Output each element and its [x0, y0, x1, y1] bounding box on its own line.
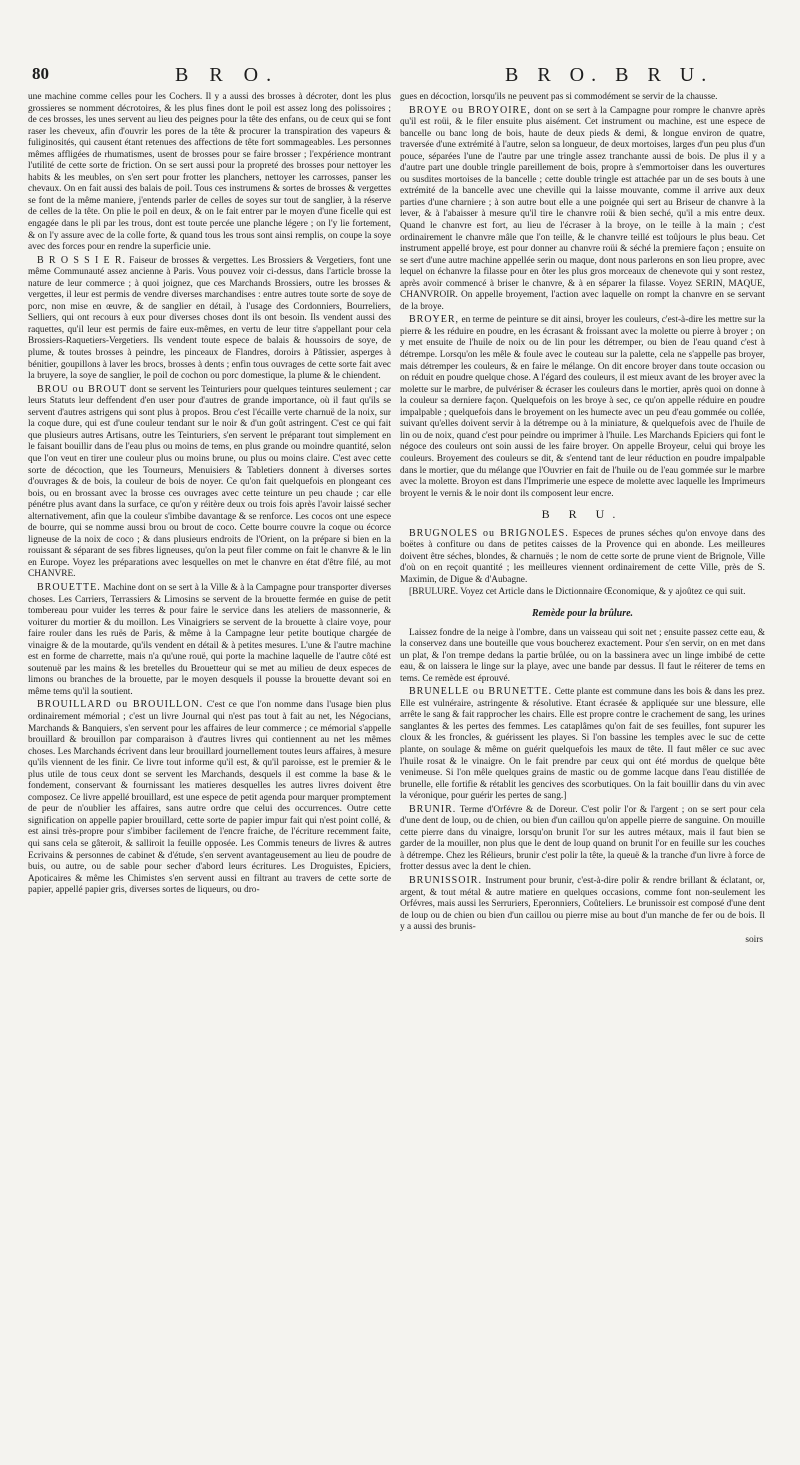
left-column — [28, 92, 391, 898]
right-column — [400, 92, 765, 946]
entry-text: Instrument pour brunir, c'est-à-dire polir & rendre brillant & éclatant, or, argent, & tout métal & autre matiere en quelques occasions, comme font non-seulement les Orfévres, mais aussi les Serruriers, Eperonniers, Coûteliers. Le brunissoir est composé d'une dent de loup ou de chien ou bien d'un caillou ou pierre mise au bout d'un manche de fer ou de bois. Il y a aussi des brunis- — [400, 876, 765, 933]
catchword: soirs — [745, 934, 763, 945]
entry-brunelle — [400, 686, 765, 802]
entry-text: dont on se sert à la Campagne pour rompre le chanvre après qu'il est roüi, & le filer ensuite plus aisément. Cet instrument ou machine, est une espece de bancelle ou banc long de bois, haute de deux pieds & demi, & longue environ de quatre, traversée d'une extrémité à l'autre, selon sa longueur, de deux mortoises, larges d'un peu plus d'un pouce, séparées l'une de l'autre par une tringle assez tranchante aussi de bois. De plus il y a d'autre part une double tringle pareillement de bois, propre à s'emmortoiser dans les ouvertures ou susdites mortoises de la bancelle ; cette double tringle est attachée par un de ses bouts à une extrémité de la bancelle avec une cheville qui la laisse mouvante, comme il arrive aux deux parties d'une charniere ; à son autre bout elle a une poignée qui sert au Briseur de chanvre à la lever, & à l'abaisser à mesure qu'il tire le chanvre roüi & bien seché, qu'il a mis entre deux. Quand le chanvre est fort, au lieu de l'écraser à la broye, on le teille à la main ; c'est ordinairement le chanvre mâle que l'on teille, & le chanvre teillé est toûjours le plus beau. Cet instrument appellé broye, est pour donner au chanvre roüi & séché la premiere façon ; ensuite on se sert d'une autre machine appellée serin ou maque, dont nous parlerons en son lieu propre, avec lequel on échanvre la filasse pour en ôter les plus gros morceaux de chenevote qui y sont restez, après avoir commencé à briser le chanvre, & à en séparer la filasse. Voyez SERIN, MAQUE, CHANVROIR. On appelle broyement, l'action avec laquelle on rompt la chanvre en se servant de la broye. — [400, 105, 765, 312]
entry-brunissoir — [400, 875, 765, 934]
headword: B R O S S I E R. — [37, 254, 127, 266]
entry-text: Cette plante est commune dans les bois & dans les prez. Elle est vulnéraire, astringente & résolutive. Etant écrasée & appliquée sur une blessure, elle arrête le sang & fait rapprocher les chairs. Elle est propre contre le crachement de sang, les urines sanglantes & les pertes des femmes. Les cataplâmes qu'on fait de ses feuilles, font supurer les cloux & les froncles, & guérissent les playes. Si l'on bassine les temples avec le suc de cette plante, on soulage & même on guérit quelquefois les maux de tête. Il faut mêler ce suc avec l'huile rosat & le vinaigre. On le fait prendre par ceux qui ont été mordus de quelque bête venimeuse. Si l'on mêle quelques grains de mastic ou de gomme lacque dans l'eau distillée de brunelle, elle fortifie & rétablit les gencives des scorbutiques. On la fait bouillir dans du vin avec la véronique, pour guérir les pertes de sang.] — [400, 687, 765, 802]
entry-text: en terme de peinture se dit ainsi, broyer les couleurs, c'est-à-dire les mettre sur la pierre & les réduire en poudre, en les écrasant & froissant avec la molette ou pierre à broyer ; on y met ensuite de l'huile de noix ou de lin pour les détremper, ou bien de l'eau quand c'est à détrempe. Lorsqu'on les mêle & foule avec le couteau sur la palette, cela ne s'appelle pas broyer, mais détremper les couleurs, & en faire le mélange. On dit encore broyer dans toute occasion ou on réduit en poudre quelque chose. A l'égard des couleurs, il est mieux avant de les broyer avec la molette sur le marbre, de pulvériser & écraser les couleurs dans le mortier, après quoi on donne à la couleur sa derniere façon. Quelquefois on les broye à sec, ce qu'on appelle réduire en poudre impalpable ; quelquefois dans le broyement on les humecte avec un peu d'eau gommée ou collée, suivant qu'elles doivent servir à la détrempe ou à la miniature, & quelquefois avec de l'huile de lin ou de noix, quand c'est pour peindre ou imprimer à l'huile. Les Marchands Epiciers qui font le négoce des couleurs ont soin aussi de les faire broyer. On appelle Broyeur, celui qui broye les couleurs. Broyement des couleurs se dit, & s'entend tant de leur réduction en poudre impalpable dans le mortier, que du mélange que l'Ouvrier en fait de l'huile ou de l'eau gommée sur le marbre avec la molette. Broyon est dans l'Imprimerie une espece de molette avec laquelle les Imprimeurs broyent le vernis & le noir dont ils composent leur encre. — [400, 315, 765, 499]
entry-brouillard — [28, 699, 391, 896]
headword: BROU ou BROUT — [37, 383, 128, 395]
page-header — [0, 64, 800, 86]
headword: BRUGNOLES ou BRIGNOLES. — [409, 527, 569, 539]
entry-brulure: [BRULURE. Voyez cet Article dans le Dictionnaire Œconomique, & y ajoûtez ce qui suit. — [409, 587, 746, 598]
entry-brugnoles — [400, 528, 765, 587]
entry-text: Terme d'Orfévre & de Doreur. C'est polir l'or & l'argent ; on se sert pour cela d'une dent de loup, ou de chien, ou bien d'un caillou qu'on appelle pierre de sanguine. On mouille cette pierre dans du vinaigre, lorsqu'on brunit l'or sur les autres métaux, mais il faut bien se garder de la mouiller, non plus que le dent de loup quand on brunit l'or en feuille sur les couches à détrempe. Chez les Rélieurs, brunir c'est polir la tête, la queuë & la tranche d'un livre à force de frotter dessus avec la dent le chien. — [400, 804, 766, 873]
headword: BRUNISSOIR. — [409, 875, 482, 886]
entry-brosse-continued: une machine comme celles pour les Cochers. Il y a aussi des brosses à décroter, dont les plus grossieres se nomment décrotoires, & les plus fines dont le poil est assez long des polissoires ; de ces brosses, les unes servent au lieu des peignes pour la tête des enfans, ou de ceux qui se font raser les cheveux, afin d'ouvrir les pores de la tête & procurer la transpiration des vapeurs & fuliginosités, qui causent étant retenues des affections de tête fort sommageables. Les personnes mêmes affligées de rhumatismes, usent de brosses pour se faire brosser ; l'expérience montrant l'utilité de cette sorte de friction. On se sert aussi pour la propreté des brosses pour nettoyer les habits & les meubles, on s'en sert pour frotter les planchers, nettoyer les carrosses, panser les chevaux. On en fait aussi des balais de poil. Tous ces instrumens & sortes de brosses & vergettes se font de la même maniere, j'entends parler de celles de soyes sur tout de sanglier, à la réserve de celles de la tête. On plie le poil en deux, & on le fait entrer par le moyen d'une ficelle qui est engagée dans le pli par les trous, dont est toute percée une planche légere ; on l'y lie fortement, & on l'y assure avec de la colle forte, & quand tous les trous sont ainsi remplis, on coupe la soye avec des forces pour en rendre la superficie unie. — [28, 92, 391, 253]
headword: BROYER, — [409, 314, 460, 326]
entry-broyer — [400, 314, 765, 500]
headword: BROUETTE. — [37, 581, 101, 593]
section-heading-bru: B R U. — [541, 507, 624, 522]
entry-text: C'est ce que l'on nomme dans l'usage bien plus ordinairement mémorial ; c'est un livre Journal qui n'est pas tout à fait au net, les Négocians, Marchands & Banquiers, s'en servent pour les affaires de leur commerce ; ce mémorial s'appelle brouillard & brouillon par comparaison à d'autres livres qui contiennent au net les mêmes choses. Les Marchands écrivent dans leur brouillard journellement toutes leurs affaires, à mesure qu'ils viennent de les finir. Ce livre tout informe qu'il est, & qu'il paroisse, est le premier & le plus utile de tous ceux dont se servent les Marchands, desquels il est comme la base & le fondement, conservant & fournissant les matieres desquelles les autres livres doivent être composez. Ce livre appellé brouillard, est une espece de petit agenda pour marquer promptement de peur de n'oublier les affaires, sans autre ordre que celui des occurrences. Outre cette signification on appelle papier brouillard, cette sorte de papier impur fait qui n'est point collé, & est ainsi très-propre pour s'imbiber facilement de l'encre fraiche, de l'écriture recemment faite, qui sans cela se gâteroit, & salliroit la feuille opposée. Les Commis teneurs de livres & autres Ecrivains & personnes de cabinet & d'étude, s'en servent avantageusement au lieu de poudre de buis, ou autre, ou de sable pour secher d'abord leurs écritures. Les Droguistes, Epiciers, Apoticaires & même les Chimistes s'en servent aussi en filtrant au travers de cette sorte de papier, appellé papier gris, diverses sortes de liqueurs, ou dro- — [28, 700, 392, 896]
headword: BROYE ou BROYOIRE, — [409, 104, 531, 116]
entry-broye — [400, 105, 765, 314]
running-head-right: B R O. B R U. — [505, 64, 714, 86]
entry-brunir — [400, 804, 765, 874]
remede-title: Remède pour la brûlure. — [531, 607, 634, 619]
headword: BROUILLARD ou BROUILLON. — [37, 699, 204, 711]
headword: BRUNELLE ou BRUNETTE. — [409, 686, 553, 698]
entry-text: Faiseur de brosses & vergettes. Les Brossiers & Vergetiers, font une même Communauté assez ancienne à Paris. Vous pouvez voir ci-dessus, dans l'article brosse la nature de leur commerce ; à quoi joignez, que ces Marchands Brossiers, outre les brosses & vergettes, il leur est permis de vendre diverses marchandises : entre autres toute sorte de soye de porc, non mise en œuvre, & de sanglier en détail, à l'usage des Cordonniers, Bourreliers, Selliers, qui ont recours à eux pour diverses choses dont ils ont besoin. Ils vendent aussi des raquettes, qu'il leur est permis de faire eux-mêmes, en vertu de leur titre s'appellant pour cela Brossiers-Raquetiers-Vergetiers. Ils vendent toute espece de balais & houssoirs de soye, de plume, & toutes brosses à peindre, les pinceaux de Flandres, doroirs à Pâtissier, asperges à bénitier, goupillons à laver les brocs, brosses à dents ; enfin tous ouvrages de cette sorte fait avec la bruyere, la soye de sanglier, le poil de cochon ou porc domestique, la plume & le chiendent. — [28, 255, 391, 382]
entry-text: dont se servent les Teinturiers pour quelques teintures seulement ; car leurs Statuts leur deffendent d'en user pour d'autres de grande importance, où il faut qu'ils se servent d'autres astrigens qui sont plus à propos. Brou c'est l'écaille verte charnuë de la noix, sur la coque dure, qui est d'une couleur tendant sur le noir & d'un goût astringent. C'est ce qui fait que plusieurs autres Artisans, outre les Teinturiers, s'en servent le préparant tout simplement en le faisant bouillir dans de l'eau plus ou moins de tems, en plus grande ou moindre quantité, selon que l'on veut en tirer une couleur plus ou moins brune, ou plus ou moins claire. C'est avec cette sorte de décoction, que les Tourneurs, Menuisiers & Tabletiers donnent à diverses sortes d'ouvrages & de bois, la couleur de bois de noyer. Ce qu'on fait quelquefois en plongeant ces bois, ou en brossant avec la brosse ces ouvrages avec cette teinture un peu chaude ; car elle pénétre plus avant dans la surface, ce qu'on y réitère deux ou trois fois après l'avoir laissé secher alternativement, afin que la couleur s'imbibe davantage & se renforce. Les cocos ont une espece de bourre, qui se nomme aussi brou ou brout de coco. Cette bourre couvre la coque ou écorce ligneuse de la noix de coco ; & dans plusieurs endroits de l'Orient, on la prépare si bien en la rouissant & séparant de ses fibres ligneuses, qu'on la peut filer comme on fait le chanvre & le lin en Europe. Voyez les préparations avec lesquelles on met le chanvre en état d'être filé, au mot CHANVRE. — [28, 384, 391, 580]
entry-brouillard-continued: gues en décoction, lorsqu'ils ne peuvent pas si commodément se servir de la chausse. — [400, 92, 718, 102]
entry-brouette — [28, 582, 391, 698]
page-number: 80 — [32, 64, 49, 83]
entry-text: Especes de prunes séches qu'on envoye dans des boëtes à confiture ou dans de petites caisses de la Provence qui en abonde. Les meilleures doivent être séches, blondes, & charnuës ; le nom de cette sorte de prune vient de Brignole, Ville d'où on en reçoit quantité ; les meilleures viennent ordinairement de cette Ville, près de S. Maximin, de Digue & d'Aubagne. — [400, 528, 765, 585]
remede-text: Laissez fondre de la neige à l'ombre, dans un vaisseau qui soit net ; ensuite passez cette eau, & la conservez dans une bouteille que vous boucherez exactement. Pour s'en servir, on en met dans un plat, & l'on trempe dedans la partie brûlée, ou on la bassinera avec un linge imbibé de cette eau, & on laissera le linge sur la playe, avec une bande par dessus. Il faut le réiterer de tems en tems. Ce remède est éprouvé. — [400, 627, 765, 684]
entry-brou — [28, 384, 391, 581]
headword: BRUNIR. — [409, 803, 457, 815]
entry-brossier — [28, 255, 391, 383]
entry-text: Machine dont on se sert à la Ville & à la Campagne pour transporter diverses choses. Les Carriers, Terrassiers & Limosins se servent de la brouette fermée en guise de petit tombereau pour vuider les terres & pour faire le service dans les ateliers de massonnerie, & voiturer du mortier & du moillon. Les Vinaigriers se servent de la brouette à claire voye, pour faire rouler dans les ruës de Paris, & même à la Campagne leur petite boutique chargée de vinaigre & de la moutarde, qu'ils vendent en détail & à petites mesures. L'une & l'autre machine est en forme de charrette, mais n'a qu'une rouë, qui porte la machine laquelle de l'autre côté est soutenuë par les mains & les bretelles du Brouetteur qui se met au milieu de deux especes de limons ou branches de la brouette, par le moyen desquels il pousse la brouette devant soi en même tems qu'il la soutient. — [28, 582, 391, 697]
running-head-left: B R O. — [175, 64, 280, 86]
